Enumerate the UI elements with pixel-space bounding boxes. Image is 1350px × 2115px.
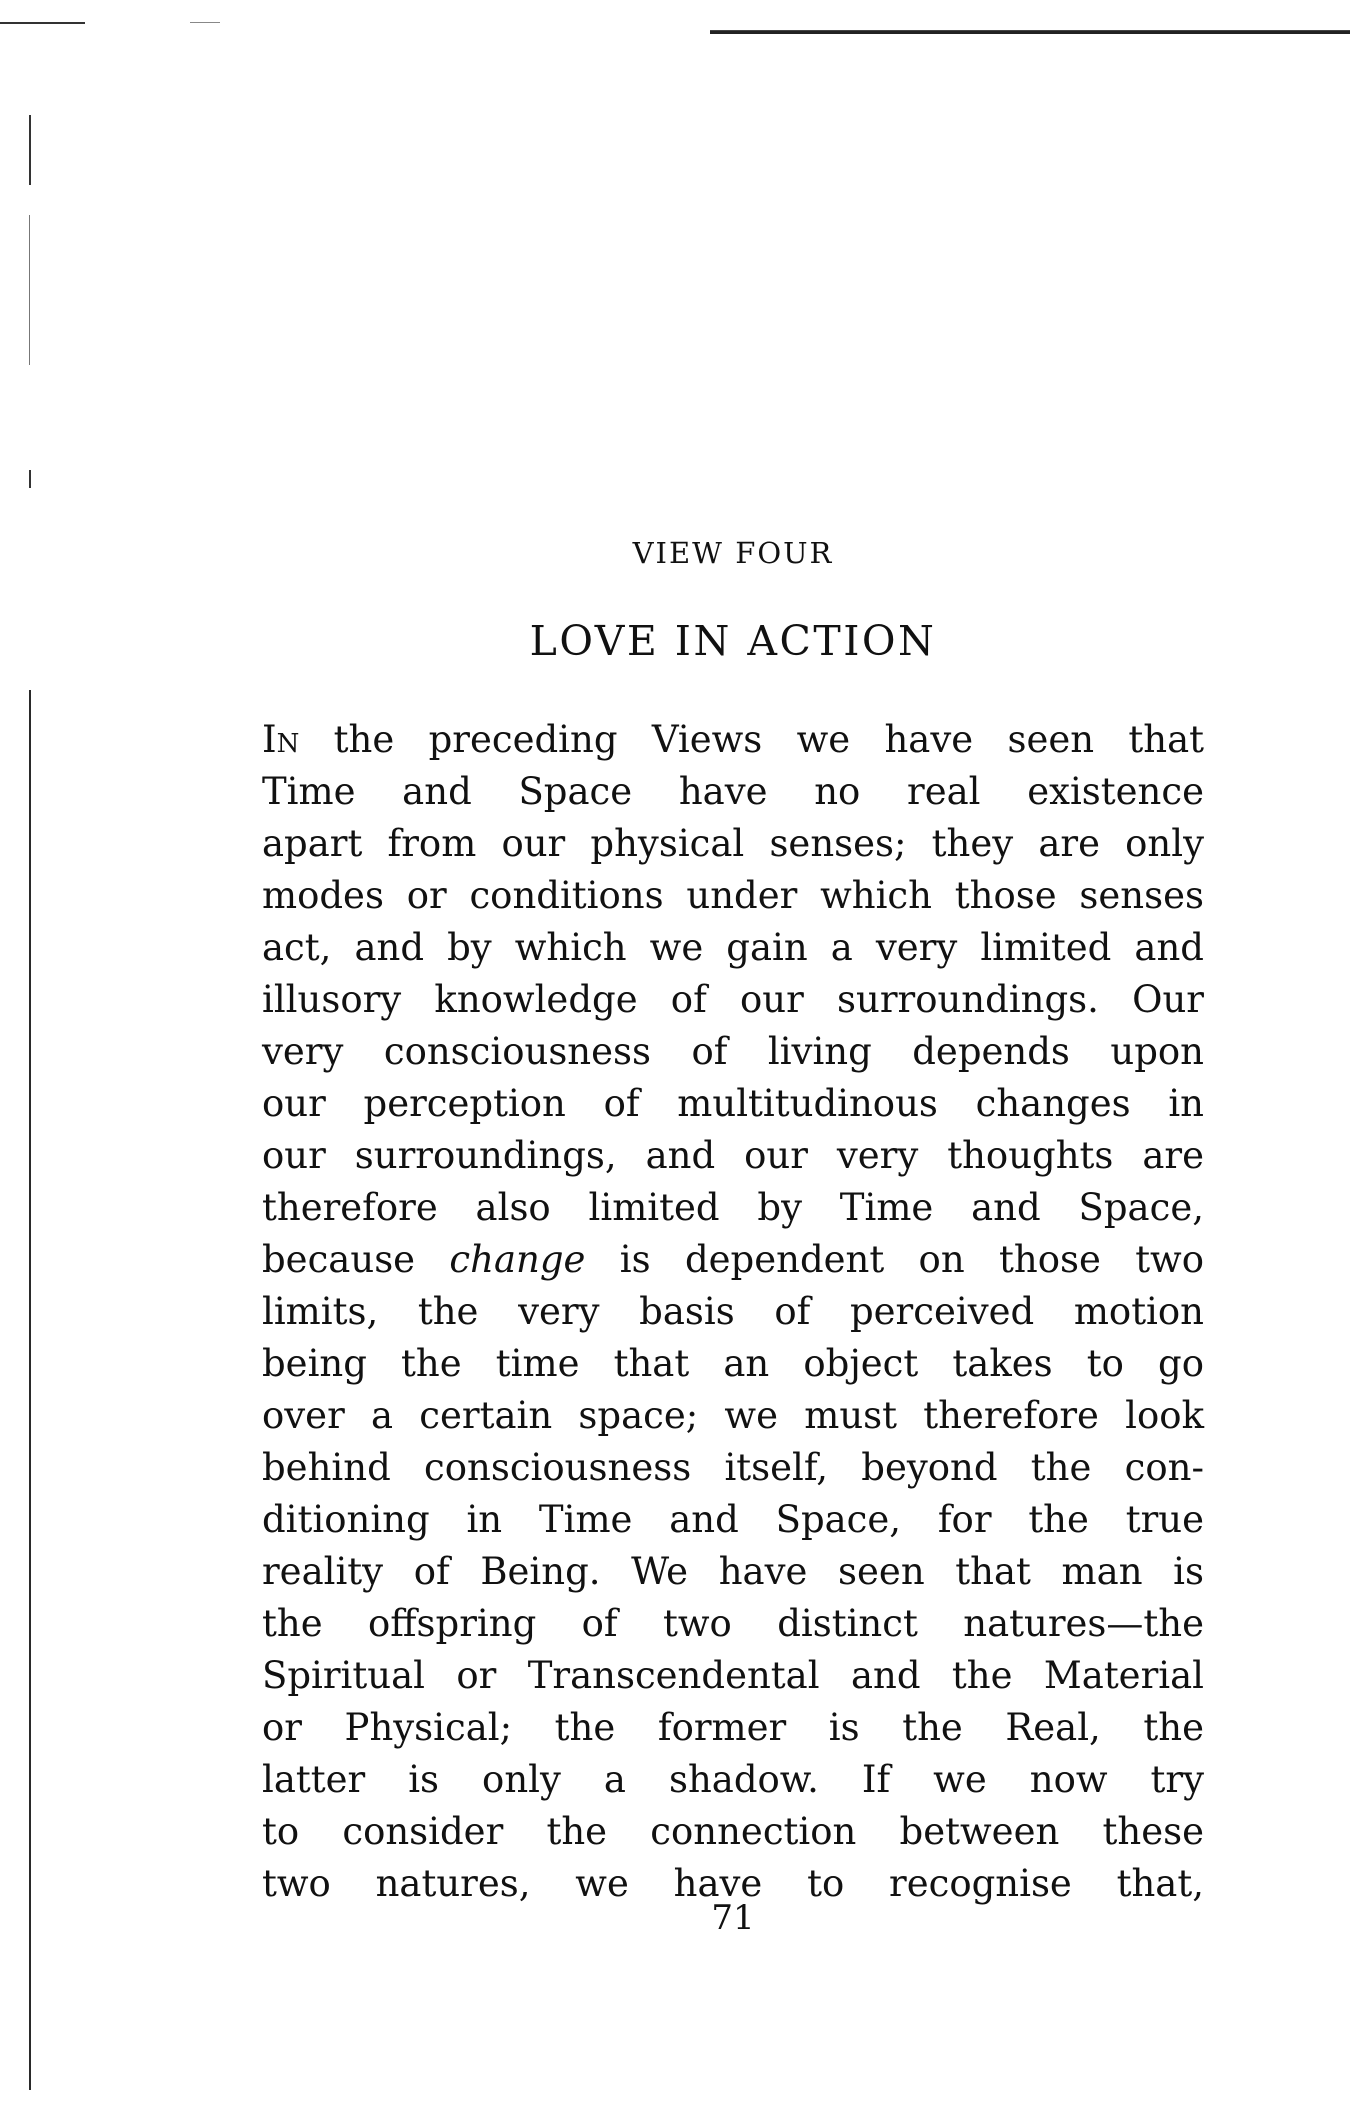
text-line-3: apart from our physical senses; they are only [262,822,1204,865]
text-line-21: latter is only a shadow. If we now try [262,1758,1204,1801]
text-line-1: In the preceding Views we have seen that [262,718,1204,761]
text-line-20: or Physical; the former is the Real, the [262,1706,1204,1749]
body-text [262,714,1204,1910]
scan-edge-mark [29,115,31,185]
view-label: VIEW FOUR [632,536,834,570]
text-line-17: reality of Being. We have seen that man is [262,1550,1204,1593]
text-line-4: modes or conditions under which those senses [262,874,1204,917]
text-line-11: because change is dependent on those two [262,1238,1205,1281]
text-line-23: two natures, we have to recognise that, [262,1862,1204,1905]
text-line-2: Time and Space have no real existence [262,770,1204,813]
text-line-18: the offspring of two distinct natures—the [262,1602,1204,1645]
text-line-22: to consider the connection between these [262,1810,1204,1853]
text-line-10: therefore also limited by Time and Space, [262,1186,1204,1229]
text-line-15: behind consciousness itself, beyond the con- [262,1446,1204,1489]
text-line-14: over a certain space; we must therefore look [262,1394,1204,1437]
text-line-7: very consciousness of living depends upon [262,1030,1204,1073]
top-rule-left [0,22,85,24]
text-line-16: ditioning in Time and Space, for the true [262,1498,1204,1541]
scan-edge-mark [29,470,31,488]
chapter-title: LOVE IN ACTION [529,617,937,665]
text-line-6: illusory knowledge of our surroundings. Our [262,978,1204,1021]
page-number: 71 [711,1898,755,1938]
text-line-9: our surroundings, and our very thoughts are [262,1134,1204,1177]
text-line-19: Spiritual or Transcendental and the Material [262,1654,1204,1697]
italic-word: change [449,1238,586,1281]
scan-edge-mark [29,215,30,365]
top-rule-mid [190,22,220,23]
text-line-12: limits, the very basis of perceived motion [262,1290,1204,1333]
text-line-8: our perception of multitudinous changes in [262,1082,1204,1125]
text-line-5: act, and by which we gain a very limited and [262,926,1204,969]
top-rule-right [710,30,1350,34]
text-line-13: being the time that an object takes to go [262,1342,1204,1385]
scan-edge-mark [29,690,31,2090]
drop-word: In [262,718,300,761]
